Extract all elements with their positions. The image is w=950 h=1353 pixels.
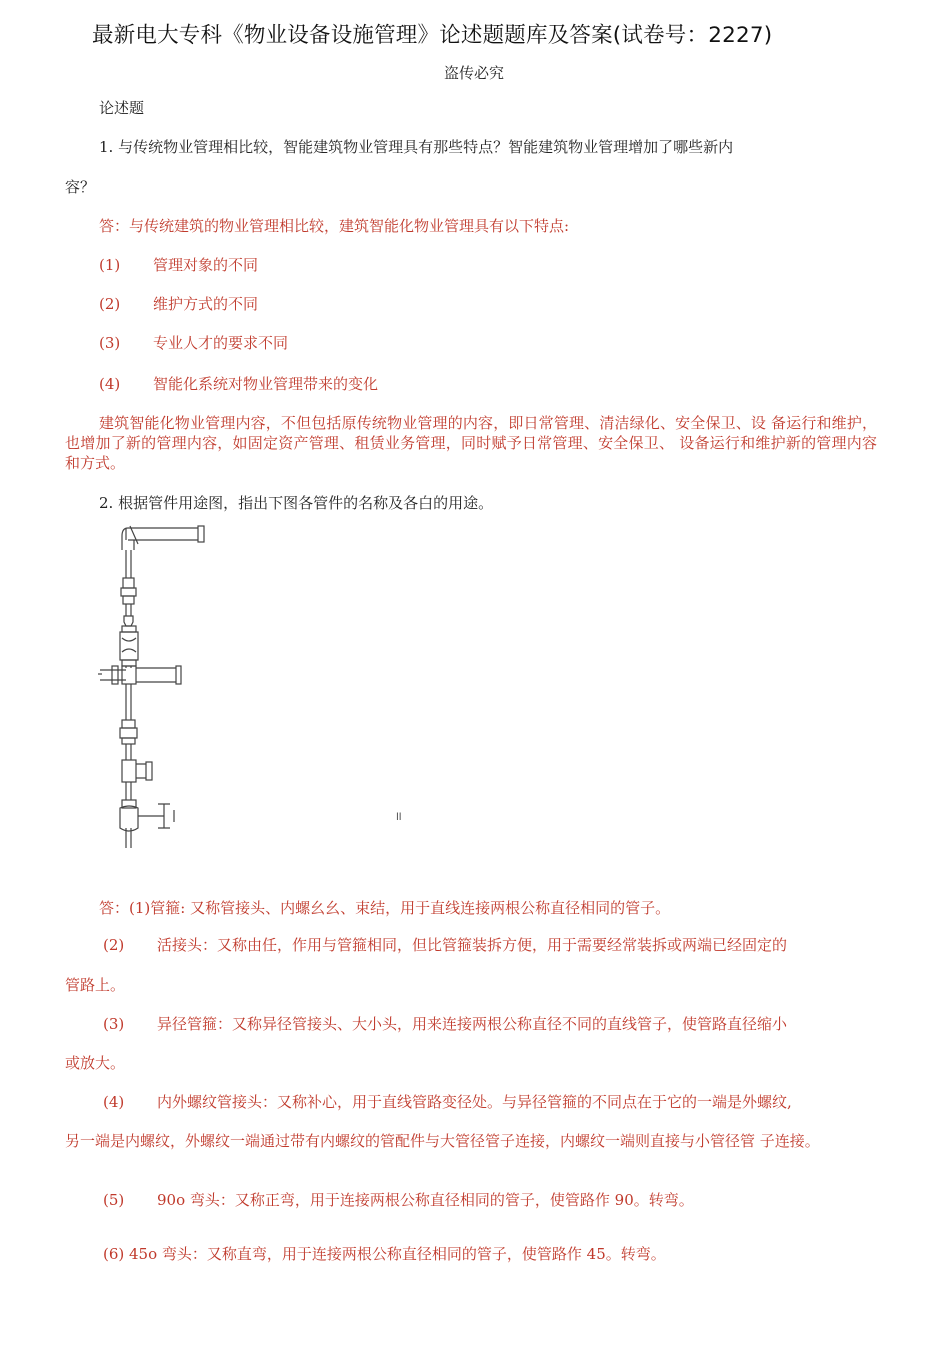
figure-marker: ll <box>396 812 402 823</box>
item-text: 活接头：又称由任，作用与管箍相同，但比管箍装拆方便，用于需要经常装拆或两端已经固定的 <box>157 936 788 954</box>
item-number: (4) <box>99 375 121 393</box>
answer-2-item-3 <box>103 1013 787 1034</box>
answer-1-item <box>99 293 258 314</box>
answer-2-intro: 答：(1)管箍: 又称管接头、内螺幺幺、束结，用于直线连接两根公称直径相同的管子。 <box>99 899 671 917</box>
item-number: (2) <box>99 295 121 313</box>
section-heading: 论述题 <box>99 99 145 117</box>
answer-1-item <box>99 332 288 353</box>
answer-2-item-3-cont: 或放大。 <box>65 1054 126 1072</box>
item-text: 异径管箍：又称异径管接头、大小头，用来连接两根公称直径不同的直线管子，使管路直径缩小 <box>157 1015 788 1033</box>
answer-2-item-2-cont: 管路上。 <box>65 976 126 994</box>
item-text: 智能化系统对物业管理带来的变化 <box>153 375 379 393</box>
answer-1-paragraph: 建筑智能化物业管理内容，不但包括原传统物业管理的内容，即日常管理、清洁绿化、安全保卫、设 备运行和维护，也增加了新的管理内容，如固定资产管理、租赁业务管理，同时赋予日常管理、安全保卫、 设备运行和维护新的管理内容和方式。 <box>65 414 877 472</box>
item-text: 内外螺纹管接头：又称补心，用于直线管路变径处。与异径管箍的不同点在于它的一端是外螺纹, <box>157 1093 792 1111</box>
answer-2-item-5 <box>103 1189 694 1210</box>
question-1-line-2: 容？ <box>65 178 96 196</box>
item-text: 管理对象的不同 <box>153 256 259 274</box>
item-text: 专业人才的要求不同 <box>153 334 289 352</box>
question-1-line-1: 1. 与传统物业管理相比较，智能建筑物业管理具有那些特点？智能建筑物业管理增加了哪些新内 <box>99 138 734 156</box>
answer-1-item <box>99 254 258 275</box>
item-number: (4) <box>103 1093 125 1111</box>
pipe-fittings-figure <box>98 520 213 850</box>
answer-1-item <box>99 373 378 394</box>
item-number: (2) <box>103 936 125 954</box>
answer-1-intro: 答：与传统建筑的物业管理相比较，建筑智能化物业管理具有以下特点: <box>99 217 570 235</box>
document-title: 最新电大专科《物业设备设施管理》论述题题库及答案(试卷号：2227) <box>92 23 773 48</box>
item-text: 90o 弯头：又称正弯，用于连接两根公称直径相同的管子，使管路作 90。转弯。 <box>157 1191 694 1209</box>
item-text: 维护方式的不同 <box>153 295 259 313</box>
item-number: (5) <box>103 1191 125 1209</box>
item-number: (1) <box>99 256 121 274</box>
question-2: 2. 根据管件用途图，指出下图各管件的名称及各白的用途。 <box>99 494 494 512</box>
answer-2-item-6: (6) 45o 弯头：又称直弯，用于连接两根公称直径相同的管子，使管路作 45。转弯。 <box>103 1245 666 1263</box>
subtitle: 盗传必究 <box>444 64 505 82</box>
item-number: (3) <box>103 1015 125 1033</box>
answer-2-item-4-cont: 另一端是内螺纹，外螺纹一端通过带有内螺纹的管配件与大管径管子连接，内螺纹一端则直接与小管径管 子连接。 <box>65 1132 820 1150</box>
answer-2-item-4 <box>103 1091 792 1112</box>
answer-2-item-2 <box>103 934 787 955</box>
item-number: (3) <box>99 334 121 352</box>
